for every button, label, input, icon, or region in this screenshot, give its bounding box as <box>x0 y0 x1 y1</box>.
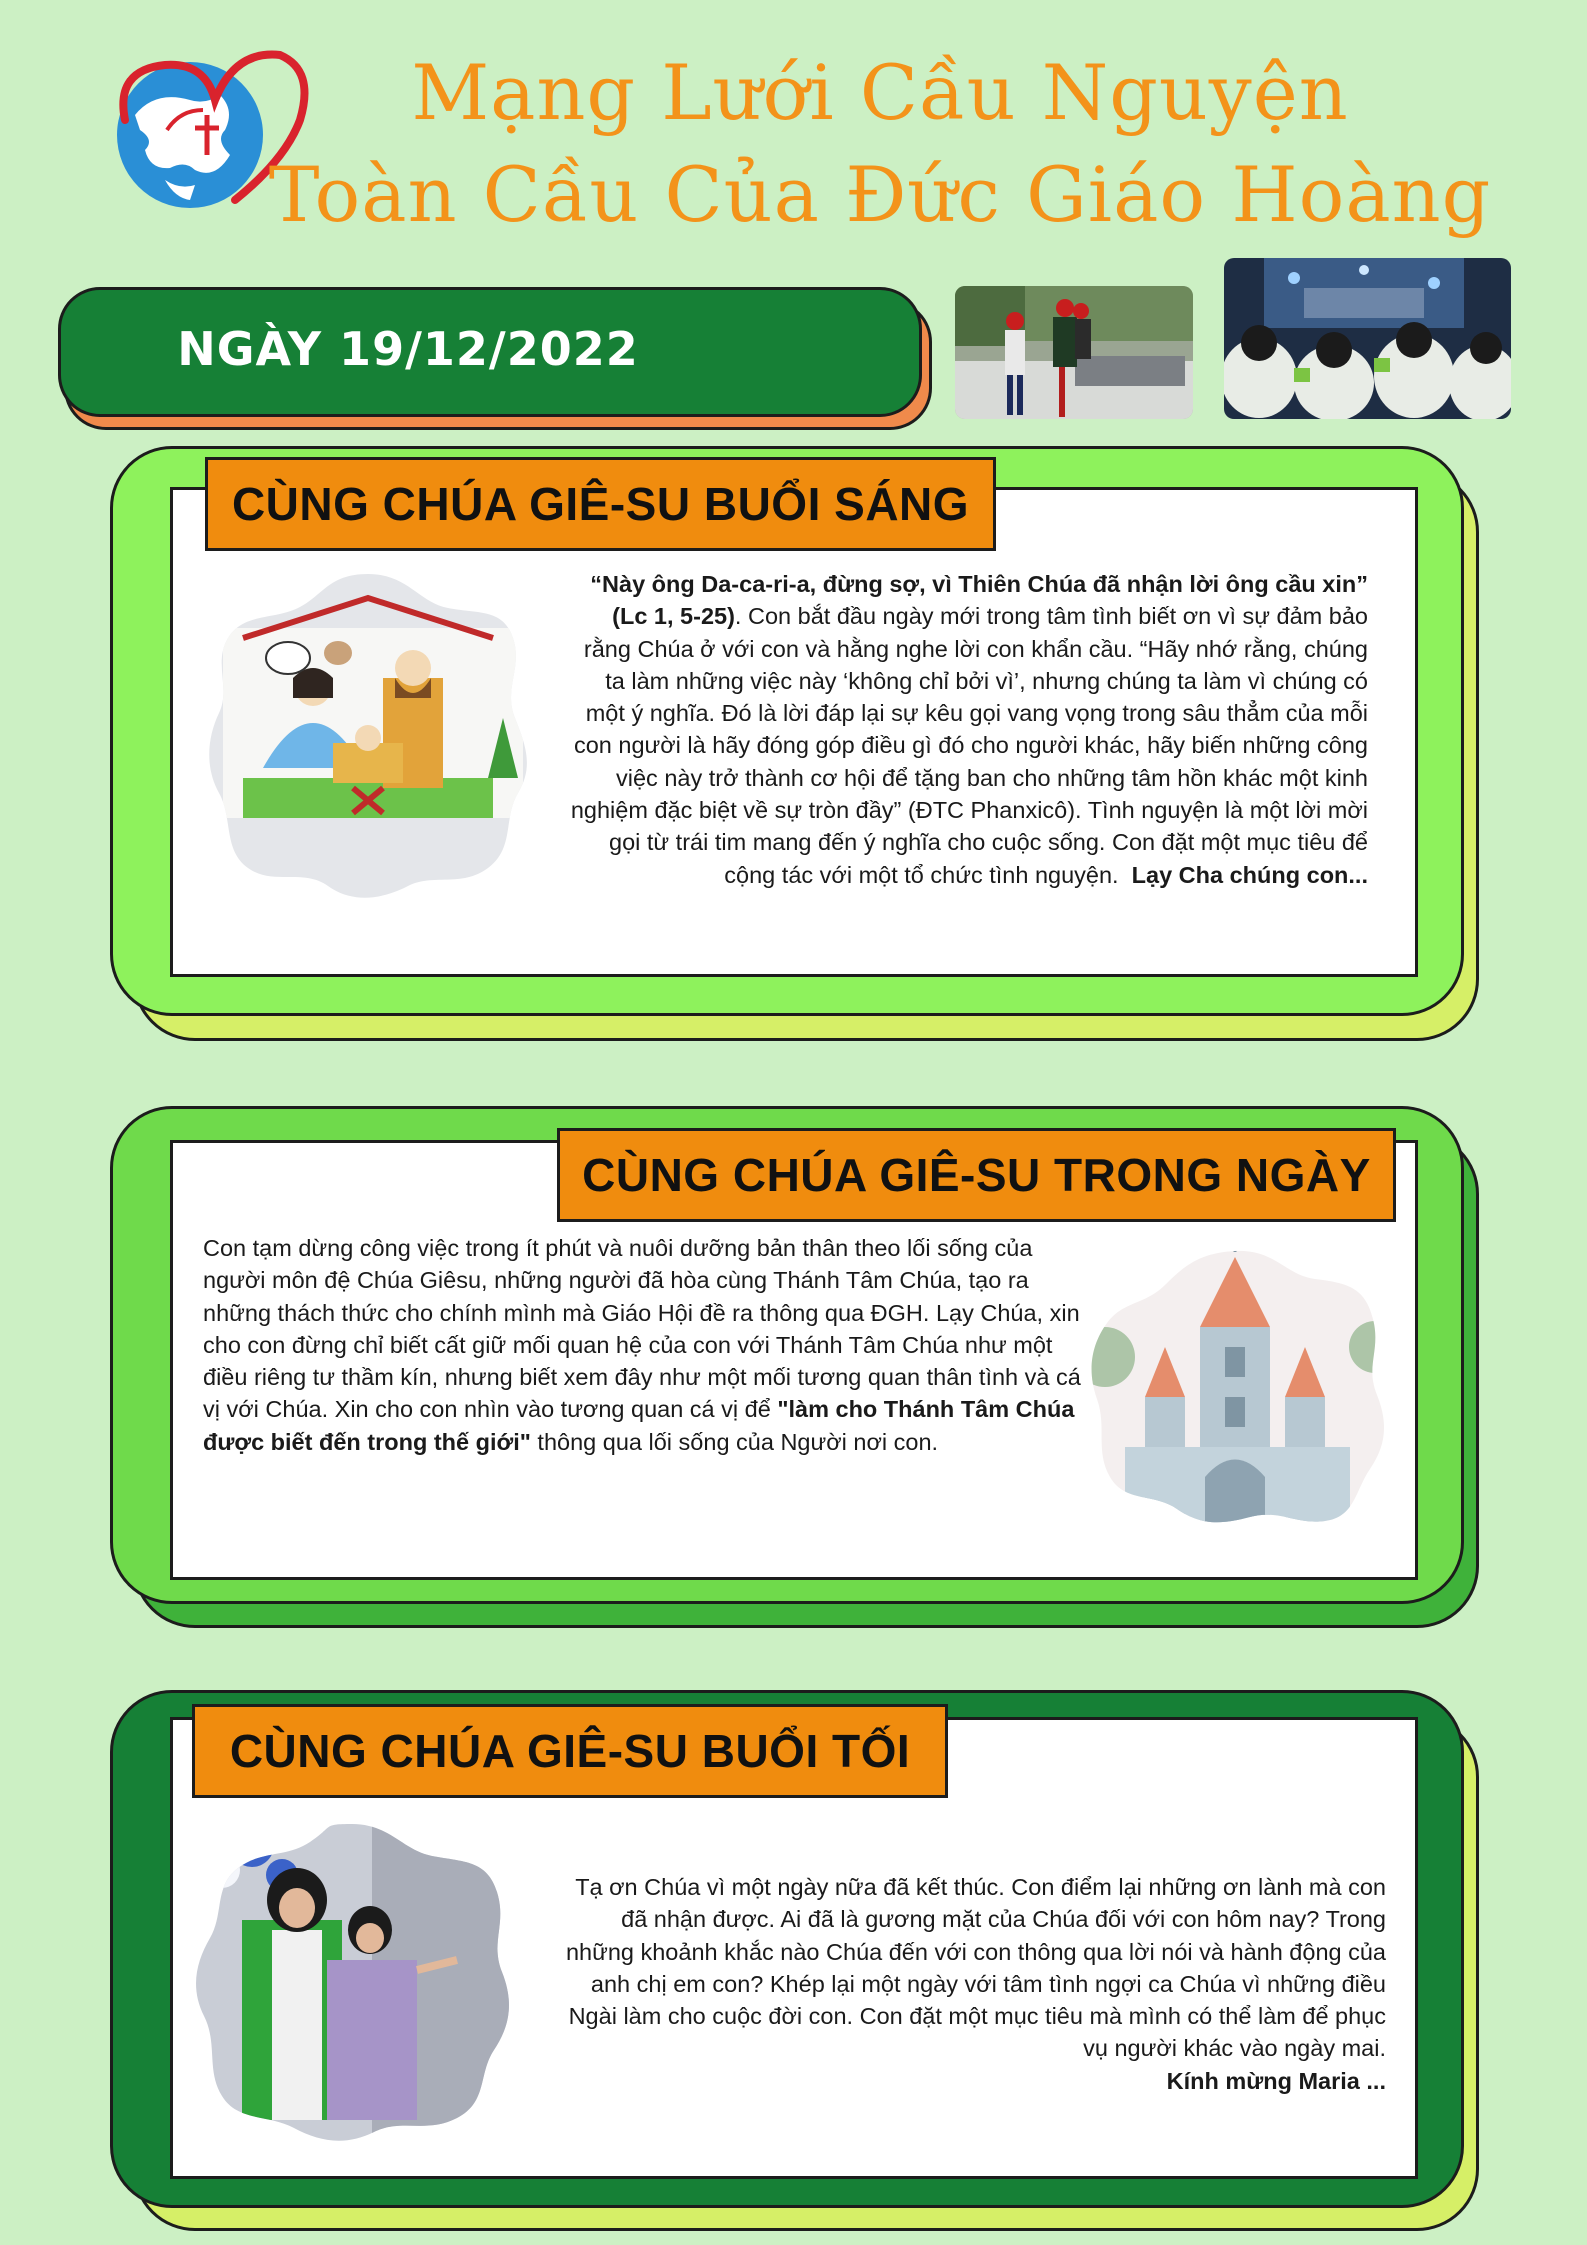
evening-body: Tạ ơn Chúa vì một ngày nữa đã kết thúc. Con điểm lại những ơn lành mà con đã nhận được. Ai đã là gương mặt của Chúa đối với con hôm nay? Trong những khoảnh khắc nào Chúa đến với con thông qua lời nói và hành động của anh chị em con? Khép lại một ngày với tâm tình ngợi ca Chúa vì những điều Ngài làm cho cuộc đời con. Con đặt một mục tiêu mà mình có thể làm để phục vụ người khác vào ngày mai. <box>565 1874 1386 2062</box>
daytime-heading: CÙNG CHÚA GIÊ-SU TRONG NGÀY <box>557 1128 1396 1222</box>
photo-christmas-performance <box>955 286 1193 419</box>
daytime-text <box>203 1232 1083 1458</box>
title-line-2: Toàn Cầu Của Đức Giáo Hoàng <box>268 150 1492 239</box>
daytime-emphasis: "làm cho Thánh Tâm Chúa được biết đến trong thế giới" <box>203 1396 1075 1455</box>
evening-closing-prayer: Kính mừng Maria ... <box>1166 2067 1386 2094</box>
photo-audience <box>1224 258 1511 419</box>
date-label: NGÀY 19/12/2022 <box>177 322 639 376</box>
morning-scripture-quote: “Này ông Da-ca-ri-a, đừng sợ, vì Thiên Chúa đã nhận lời ông cầu xin” (Lc 1, 5-25) <box>590 571 1368 630</box>
evening-text <box>560 1871 1386 2097</box>
nativity-drawing-image <box>203 568 533 904</box>
daytime-body-part2: thông qua lối sống của Người nơi con. <box>530 1428 939 1455</box>
morning-closing-prayer: Lạy Cha chúng con... <box>1131 861 1368 888</box>
evening-heading: CÙNG CHÚA GIÊ-SU BUỔI TỐI <box>192 1704 948 1798</box>
morning-body: . Con bắt đầu ngày mới trong tâm tình biết ơn vì sự đảm bảo rằng Chúa ở với con và hằng nghe lời con khẩn cầu. “Hãy nhớ rằng, chúng ta làm những việc này ‘không chỉ bởi vì’, nhưng chúng ta làm vì chúng có một ý nghĩa. Đó là lời đáp lại sự kêu gọi vang vọng trong sâu thẳm của mỗi con người là hãy đóng góp điều gì đó cho người khác, hãy biến những công việc này trở thành cơ hội để tặng ban cho những tâm hồn khác một kinh nghiệm đặc biệt về sự tròn đầy” (ĐTC Phanxicô). Tình nguyện là một lời mời gọi từ trái tim mang đến ý nghĩa cho cuộc sống. Con đặt một mục tiêu để cộng tác với một tổ chức tình nguyện. <box>570 603 1368 888</box>
morning-text <box>560 568 1368 891</box>
morning-heading: CÙNG CHÚA GIÊ-SU BUỔI SÁNG <box>205 457 996 551</box>
nativity-play-image <box>192 1820 514 2146</box>
church-image <box>1085 1247 1390 1527</box>
daytime-body-part1: Con tạm dừng công việc trong ít phút và nuôi dưỡng bản thân theo lối sống của người môn đệ Chúa Giêsu, những người đã hòa cùng Thánh Tâm Chúa, tạo ra những thách thức cho chính mình mà Giáo Hội đề ra thông qua ĐGH. Lạy Chúa, xin cho con đừng chỉ biết cất giữ mối quan hệ của con với Thánh Tâm Chúa như một điều riêng tư thầm kín, nhưng biết xem đây như một mối tương quan thân tình và cá vị với Chúa. Xin cho con nhìn vào tương quan cá vị để <box>203 1235 1081 1423</box>
title-line-1: Mạng Lưới Cầu Nguyện <box>411 48 1349 137</box>
